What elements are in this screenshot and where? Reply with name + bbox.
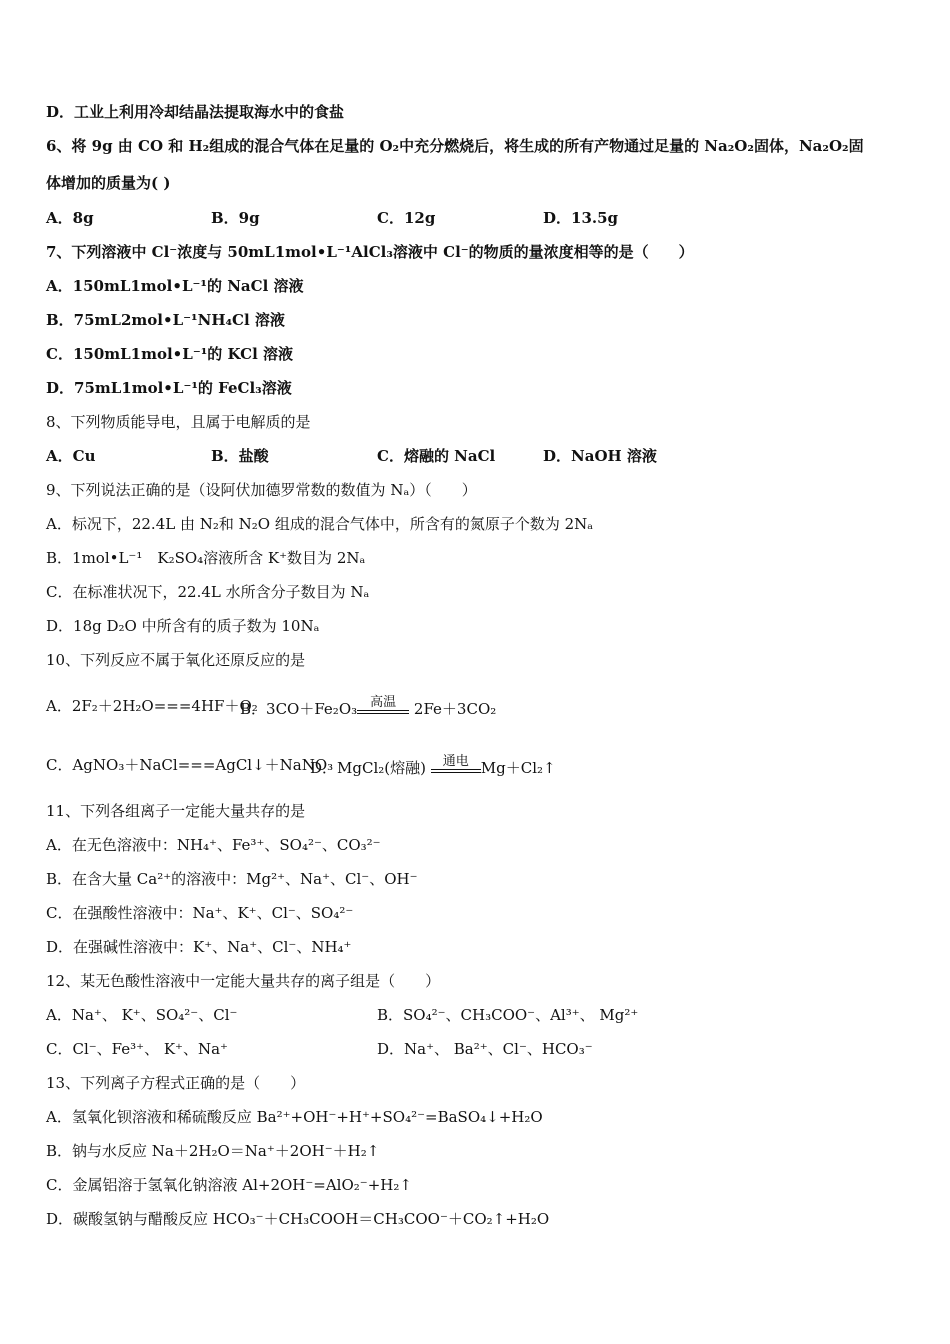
q9-option-b: B．1mol•L⁻¹ K₂SO₄溶液所含 K⁺数目为 2Nₐ [46,549,366,567]
q13-stem: 13、下列离子方程式正确的是（ ） [46,1074,306,1092]
q11-stem: 11、下列各组离子一定能大量共存的是 [46,802,306,820]
q7-option-b: B．75mL2mol•L⁻¹NH₄Cl 溶液 [46,311,285,329]
q13-option-b: B．钠与水反应 Na＋2H₂O＝Na⁺＋2OH⁻＋H₂↑ [46,1142,380,1160]
q9-option-d: D．18g D₂O 中所含有的质子数为 10Nₐ [46,617,320,635]
q8-option-c: C．熔融的 NaCl [377,447,496,465]
q7-stem: 7、下列溶液中 Cl⁻浓度与 50mL1mol•L⁻¹AlCl₃溶液中 Cl⁻的物质的量浓度相等的是（ ） [46,243,694,261]
q11-option-d: D．在强碱性溶液中：K⁺、Na⁺、Cl⁻、NH₄⁺ [46,938,352,956]
q10-option-b [240,696,496,719]
q9-option-a: A．标况下，22.4L 由 N₂和 N₂O 组成的混合气体中，所含有的氮原子个数为 2Nₐ [46,515,594,533]
q10-option-d-reactants: D．MgCl₂(熔融) [310,759,426,777]
q8-option-b: B．盐酸 [211,447,269,465]
q9-option-c: C．在标准状况下，22.4L 水所含分子数目为 Nₐ [46,583,370,601]
q10-option-b-condition-text: 高温 [370,695,397,710]
q6-option-c: C．12g [377,209,436,227]
q8-stem: 8、下列物质能导电，且属于电解质的是 [46,413,311,431]
q11-option-b: B．在含大量 Ca²⁺的溶液中：Mg²⁺、Na⁺、Cl⁻、OH⁻ [46,870,418,888]
q7-option-c: C．150mL1mol•L⁻¹的 KCl 溶液 [46,345,294,363]
q12-option-a: A．Na⁺、 K⁺、SO₄²⁻、Cl⁻ [46,1006,238,1024]
q12-option-b: B．SO₄²⁻、CH₃COO⁻、Al³⁺、 Mg²⁺ [377,1006,639,1024]
q8-option-d: D．NaOH 溶液 [543,447,657,465]
q7-option-d: D．75mL1mol•L⁻¹的 FeCl₃溶液 [46,379,292,397]
q10-option-d [310,755,556,778]
q6-stem-line2: 体增加的质量为( ) [46,174,171,192]
q6-option-b: B．9g [211,209,260,227]
q9-stem: 9、下列说法正确的是（设阿伏加德罗常数的数值为 Nₐ）（ ） [46,481,477,499]
q5-option-d: D．工业上利用冷却结晶法提取海水中的食盐 [46,103,345,121]
q6-stem-line1: 6、将 9g 由 CO 和 H₂组成的混合气体在足量的 O₂中充分燃烧后，将生成的所有产物通过足量的 Na₂O₂固体，Na₂O₂固 [46,137,864,155]
q11-option-a: A．在无色溶液中：NH₄⁺、Fe³⁺、SO₄²⁻、CO₃²⁻ [46,836,381,854]
q12-option-c: C．Cl⁻、Fe³⁺、 K⁺、Na⁺ [46,1040,228,1058]
q13-option-d: D．碳酸氢钠与醋酸反应 HCO₃⁻＋CH₃COOH＝CH₃COO⁻＋CO₂↑+H₂O [46,1210,550,1228]
q10-option-d-products: Mg＋Cl₂↑ [480,759,556,777]
q6-option-a: A．8g [46,209,94,227]
q10-stem: 10、下列反应不属于氧化还原反应的是 [46,651,306,669]
q10-option-d-condition-text: 通电 [442,754,469,769]
q12-option-d: D．Na⁺、 Ba²⁺、Cl⁻、HCO₃⁻ [377,1040,593,1058]
q13-option-a: A．氢氧化钡溶液和稀硫酸反应 Ba²⁺+OH⁻+H⁺+SO₄²⁻=BaSO₄↓+H₂O [46,1108,543,1126]
q13-option-c: C．金属铝溶于氢氧化钠溶液 Al+2OH⁻=AlO₂⁻+H₂↑ [46,1176,412,1194]
q12-stem: 12、某无色酸性溶液中一定能大量共存的离子组是（ ） [46,972,441,990]
q8-option-a: A．Cu [46,447,96,465]
q10-option-b-condition [357,696,409,714]
q11-option-c: C．在强酸性溶液中：Na⁺、K⁺、Cl⁻、SO₄²⁻ [46,904,354,922]
q10-option-b-products: 2Fe＋3CO₂ [413,700,497,718]
q10-option-a: A．2F₂＋2H₂O===4HF＋O₂ [46,697,258,715]
q10-option-b-reactants: B．3CO＋Fe₂O₃ [240,700,358,718]
q10-option-c: C．AgNO₃＋NaCl===AgCl↓＋NaNO₃ [46,756,334,774]
q7-option-a: A．150mL1mol•L⁻¹的 NaCl 溶液 [46,277,304,295]
q6-option-d: D．13.5g [543,209,619,227]
q10-option-d-condition [431,755,481,773]
